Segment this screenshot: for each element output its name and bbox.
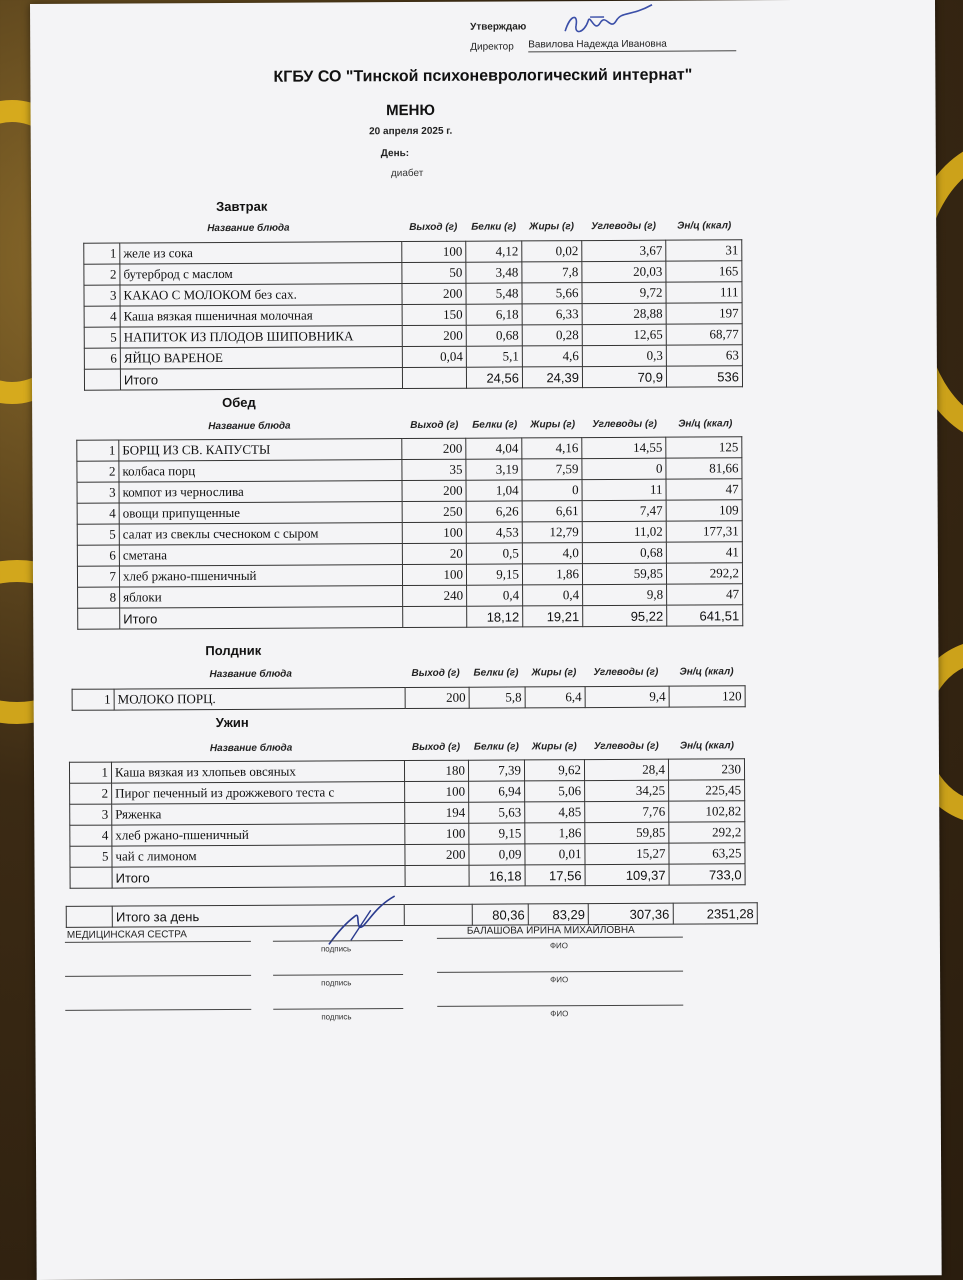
dish-name: бутерброд с маслом <box>120 263 402 285</box>
dish-name: чай с лимоном <box>112 845 405 868</box>
dish-energy: 63 <box>666 345 742 366</box>
dish-protein: 6,94 <box>469 781 525 802</box>
total-energy: 536 <box>666 366 742 387</box>
dish-protein: 5,63 <box>469 802 525 823</box>
dish-yield: 240 <box>403 585 467 606</box>
row-number: 3 <box>70 804 112 825</box>
dish-energy: 111 <box>666 282 742 303</box>
dish-energy: 177,31 <box>666 521 742 542</box>
dish-protein: 1,04 <box>466 480 522 501</box>
section-title: Полдник <box>205 642 262 659</box>
total-row <box>84 366 742 390</box>
dish-yield: 100 <box>405 823 469 844</box>
dish-name: Пирог печенный из дрожжевого теста с <box>112 782 405 805</box>
dish-protein: 3,48 <box>466 262 522 283</box>
row-number: 3 <box>84 285 120 306</box>
dish-protein: 0,4 <box>467 585 523 606</box>
column-header-yield: Выход (г) <box>409 221 458 234</box>
column-header-energy: Эн/ц (ккал) <box>679 666 734 678</box>
dish-yield: 200 <box>405 687 469 708</box>
dish-energy: 63,25 <box>669 843 745 864</box>
dish-fat: 4,0 <box>522 543 582 564</box>
total-energy: 641,51 <box>667 605 743 626</box>
dish-fat: 4,6 <box>522 346 582 367</box>
dish-name: МОЛОКО ПОРЦ. <box>114 688 405 711</box>
dish-fat: 0,4 <box>523 585 583 606</box>
dish-carbs: 7,47 <box>582 500 666 521</box>
dish-yield: 100 <box>402 564 466 585</box>
dish-protein: 5,8 <box>469 687 525 708</box>
column-header-protein: Белки (г) <box>473 741 519 753</box>
signature-caption: подпись <box>321 978 352 988</box>
dish-name: НАПИТОК ИЗ ПЛОДОВ ШИПОВНИКА <box>120 326 402 348</box>
total-label: Итого <box>112 866 405 889</box>
column-header-fat: Жиры (г) <box>531 741 577 753</box>
dish-fat: 4,16 <box>522 438 582 459</box>
column-header-energy: Эн/ц (ккал) <box>678 418 733 430</box>
menu-date: 20 апреля 2025 г. <box>369 125 453 138</box>
dish-energy: 292,2 <box>669 822 745 843</box>
day-total-fat: 83,29 <box>528 904 588 925</box>
dish-yield: 200 <box>402 438 466 459</box>
dish-carbs: 7,76 <box>585 801 669 822</box>
row-number: 5 <box>84 327 120 348</box>
dish-carbs: 0,68 <box>582 542 666 563</box>
signature-caption: подпись <box>320 944 352 954</box>
dish-energy: 109 <box>666 500 742 521</box>
dish-yield: 200 <box>402 480 466 501</box>
dish-yield: 100 <box>402 241 466 262</box>
nurse-label: МЕДИЦИНСКАЯ СЕСТРА <box>66 929 187 941</box>
dish-name: яблоки <box>120 586 403 608</box>
dish-carbs: 28,88 <box>582 303 666 324</box>
day-total-carbs: 307,36 <box>588 903 672 924</box>
column-header-carbs: Углеводы (г) <box>592 418 658 431</box>
total-carbs: 70,9 <box>582 366 666 387</box>
dish-fat: 0,28 <box>522 325 582 346</box>
dish-name: Каша вязкая пшеничная молочная <box>120 305 402 327</box>
dish-yield: 0,04 <box>402 346 466 367</box>
name-caption: ФИО <box>549 941 569 951</box>
approve-label: Утверждаю <box>470 21 527 33</box>
dish-energy: 197 <box>666 303 742 324</box>
dish-carbs: 20,03 <box>582 261 666 282</box>
dish-yield: 100 <box>405 781 469 802</box>
column-header-protein: Белки (г) <box>472 419 518 431</box>
dish-name: Каша вязкая из хлопьев овсяных <box>111 761 404 784</box>
column-header-carbs: Углеводы (г) <box>593 666 659 679</box>
total-carbs: 95,22 <box>583 605 667 626</box>
dish-carbs: 14,55 <box>582 437 666 458</box>
column-header-name: Название блюда <box>209 742 293 755</box>
dish-protein: 5,48 <box>466 283 522 304</box>
row-number: 2 <box>77 461 119 482</box>
dish-fat: 7,59 <box>522 459 582 480</box>
dish-yield: 250 <box>402 501 466 522</box>
row-number: 8 <box>78 587 120 608</box>
menu-document <box>30 0 942 1280</box>
dish-name: сметана <box>119 544 402 566</box>
dish-yield: 100 <box>402 522 466 543</box>
row-number: 3 <box>77 482 119 503</box>
section-title: Обед <box>222 394 256 410</box>
menu-table <box>76 436 743 629</box>
menu-table <box>83 239 743 390</box>
total-energy: 733,0 <box>669 864 745 885</box>
organization-name: КГБУ СО "Тинской психоневрологический интернат" <box>273 66 693 86</box>
director-label: Директор <box>470 41 514 53</box>
dish-protein: 4,53 <box>466 522 522 543</box>
total-protein: 16,18 <box>469 865 525 886</box>
dish-energy: 225,45 <box>669 780 745 801</box>
dish-fat: 6,61 <box>522 501 582 522</box>
row-number: 1 <box>77 440 119 461</box>
column-header-yield: Выход (г) <box>411 667 460 680</box>
dish-yield: 20 <box>402 543 466 564</box>
column-header-name: Название блюда <box>207 222 290 235</box>
row-number: 4 <box>70 825 112 846</box>
dish-yield: 200 <box>405 844 469 865</box>
dish-protein: 9,15 <box>469 823 525 844</box>
name-line <box>437 937 683 939</box>
day-total-protein: 80,36 <box>472 904 528 925</box>
section-title: Ужин <box>215 714 249 731</box>
dish-energy: 81,66 <box>666 458 742 479</box>
total-fat: 17,56 <box>525 865 585 886</box>
dish-fat: 0,01 <box>525 844 585 865</box>
row-number: 4 <box>77 503 119 524</box>
name-caption: ФИО <box>550 975 569 985</box>
dish-name: КАКАО С МОЛОКОМ без сах. <box>120 284 402 306</box>
dish-fat: 1,86 <box>522 564 582 585</box>
dish-protein: 5,1 <box>466 346 522 367</box>
column-header-yield: Выход (г) <box>411 741 461 754</box>
director-name: Вавилова Надежда Ивановна <box>528 38 736 52</box>
column-header-fat: Жиры (г) <box>529 221 575 233</box>
nurse-signature <box>325 892 405 952</box>
name-caption: ФИО <box>550 1009 569 1019</box>
total-fat: 24,39 <box>522 367 582 388</box>
day-total-table <box>66 902 758 928</box>
dish-fat: 9,62 <box>524 760 584 781</box>
column-header-yield: Выход (г) <box>410 419 459 432</box>
dish-energy: 41 <box>666 542 742 563</box>
day-label: День: <box>380 148 410 160</box>
dish-yield: 35 <box>402 459 466 480</box>
diet-type: диабет <box>390 167 424 180</box>
dish-carbs: 12,65 <box>582 324 666 345</box>
column-header-protein: Белки (г) <box>471 221 517 233</box>
signature-line <box>273 1008 403 1010</box>
total-protein: 24,56 <box>466 367 522 388</box>
dish-fat: 0 <box>522 480 582 501</box>
dish-name: хлеб ржано-пшеничный <box>112 824 405 847</box>
dish-fat: 12,79 <box>522 522 582 543</box>
dish-energy: 102,82 <box>669 801 745 822</box>
dish-protein: 3,19 <box>466 459 522 480</box>
dish-yield: 200 <box>402 325 466 346</box>
dish-carbs: 59,85 <box>582 563 666 584</box>
dish-energy: 125 <box>666 437 742 458</box>
dish-energy: 47 <box>666 479 742 500</box>
dish-energy: 31 <box>666 240 742 261</box>
row-number: 1 <box>84 243 120 264</box>
dish-name: БОРЩ ИЗ СВ. КАПУСТЫ <box>119 439 402 461</box>
blank-line <box>65 1009 251 1011</box>
dish-fat: 6,33 <box>522 304 582 325</box>
total-carbs: 109,37 <box>585 864 669 885</box>
dish-protein: 0,5 <box>466 543 522 564</box>
row-number: 2 <box>84 264 120 285</box>
dish-name: колбаса порц <box>119 460 402 482</box>
dish-carbs: 15,27 <box>585 843 669 864</box>
dish-protein: 4,12 <box>466 241 522 262</box>
dish-energy: 47 <box>667 584 743 605</box>
dish-carbs: 0 <box>582 458 666 479</box>
total-protein: 18,12 <box>467 606 523 627</box>
dish-fat: 4,85 <box>525 802 585 823</box>
dish-carbs: 0,3 <box>582 345 666 366</box>
dish-yield: 194 <box>405 802 469 823</box>
dish-carbs: 11 <box>582 479 666 500</box>
dish-fat: 5,66 <box>522 283 582 304</box>
dish-name: овощи припущенные <box>119 502 402 524</box>
dish-fat: 7,8 <box>522 262 582 283</box>
day-total-label: Итого за день <box>112 905 404 928</box>
dish-yield: 180 <box>404 760 468 781</box>
nurse-line <box>65 941 251 943</box>
dish-protein: 6,18 <box>466 304 522 325</box>
day-total-row <box>66 903 757 928</box>
row-number: 1 <box>69 762 111 783</box>
dish-fat: 0,02 <box>522 241 582 262</box>
dish-carbs: 9,72 <box>582 282 666 303</box>
signature-line <box>273 974 403 976</box>
page-title: МЕНЮ <box>386 101 436 120</box>
row-number: 7 <box>77 566 119 587</box>
dish-carbs: 9,8 <box>583 584 667 605</box>
dish-protein: 7,39 <box>468 760 524 781</box>
director-signature <box>560 3 660 44</box>
dish-carbs: 59,85 <box>585 822 669 843</box>
dish-protein: 0,68 <box>466 325 522 346</box>
total-row <box>70 864 745 889</box>
dish-yield: 150 <box>402 304 466 325</box>
total-row <box>78 605 743 629</box>
dish-carbs: 11,02 <box>582 521 666 542</box>
dish-energy: 68,77 <box>666 324 742 345</box>
row-number: 5 <box>77 524 119 545</box>
column-header-name: Название блюда <box>209 668 292 681</box>
dish-energy: 120 <box>669 686 745 707</box>
dish-name: компот из чернослива <box>119 481 402 503</box>
total-label: Итого <box>120 607 403 629</box>
dish-protein: 4,04 <box>466 438 522 459</box>
column-header-energy: Эн/ц (ккал) <box>677 220 732 232</box>
column-header-fat: Жиры (г) <box>530 419 576 431</box>
table-row <box>72 686 745 711</box>
day-total-energy: 2351,28 <box>673 903 758 924</box>
dish-fat: 6,4 <box>525 687 585 708</box>
signature-caption: подпись <box>321 1012 352 1022</box>
row-number: 2 <box>70 783 112 804</box>
dish-fat: 5,06 <box>525 781 585 802</box>
name-line <box>437 971 683 973</box>
dish-carbs: 3,67 <box>582 240 666 261</box>
row-number: 4 <box>84 306 120 327</box>
section-title: Завтрак <box>216 198 268 215</box>
column-header-name: Название блюда <box>208 420 291 433</box>
row-number: 1 <box>72 689 114 710</box>
total-label: Итого <box>120 368 402 390</box>
name-line <box>437 1005 683 1007</box>
dish-yield: 200 <box>402 283 466 304</box>
column-header-energy: Эн/ц (ккал) <box>679 740 735 752</box>
dish-energy: 230 <box>668 759 744 780</box>
dish-protein: 0,09 <box>469 844 525 865</box>
dish-name: желе из сока <box>120 242 402 264</box>
dish-carbs: 34,25 <box>585 780 669 801</box>
dish-carbs: 28,4 <box>584 759 668 780</box>
dish-yield: 50 <box>402 262 466 283</box>
dish-name: хлеб ржано-пшеничный <box>119 565 402 587</box>
dish-name: салат из свеклы счесноком с сыром <box>119 523 402 545</box>
total-fat: 19,21 <box>523 606 583 627</box>
column-header-carbs: Углеводы (г) <box>591 220 656 233</box>
dish-name: Ряженка <box>112 803 405 826</box>
row-number: 5 <box>70 846 112 867</box>
row-number: 6 <box>84 348 120 369</box>
nurse-name: БАЛАШОВА ИРИНА МИХАЙЛОВНА <box>466 924 635 937</box>
dish-name: ЯЙЦО ВАРЕНОЕ <box>120 347 402 369</box>
column-header-fat: Жиры (г) <box>531 667 577 679</box>
dish-carbs: 9,4 <box>585 686 669 707</box>
dish-fat: 1,86 <box>525 823 585 844</box>
menu-table <box>69 758 746 889</box>
column-header-carbs: Углеводы (г) <box>593 740 659 753</box>
dish-protein: 6,26 <box>466 501 522 522</box>
blank-line <box>65 975 251 977</box>
menu-table <box>72 685 746 711</box>
row-number: 6 <box>77 545 119 566</box>
dish-protein: 9,15 <box>466 564 522 585</box>
column-header-protein: Белки (г) <box>473 667 519 679</box>
dish-energy: 292,2 <box>666 563 742 584</box>
dish-energy: 165 <box>666 261 742 282</box>
